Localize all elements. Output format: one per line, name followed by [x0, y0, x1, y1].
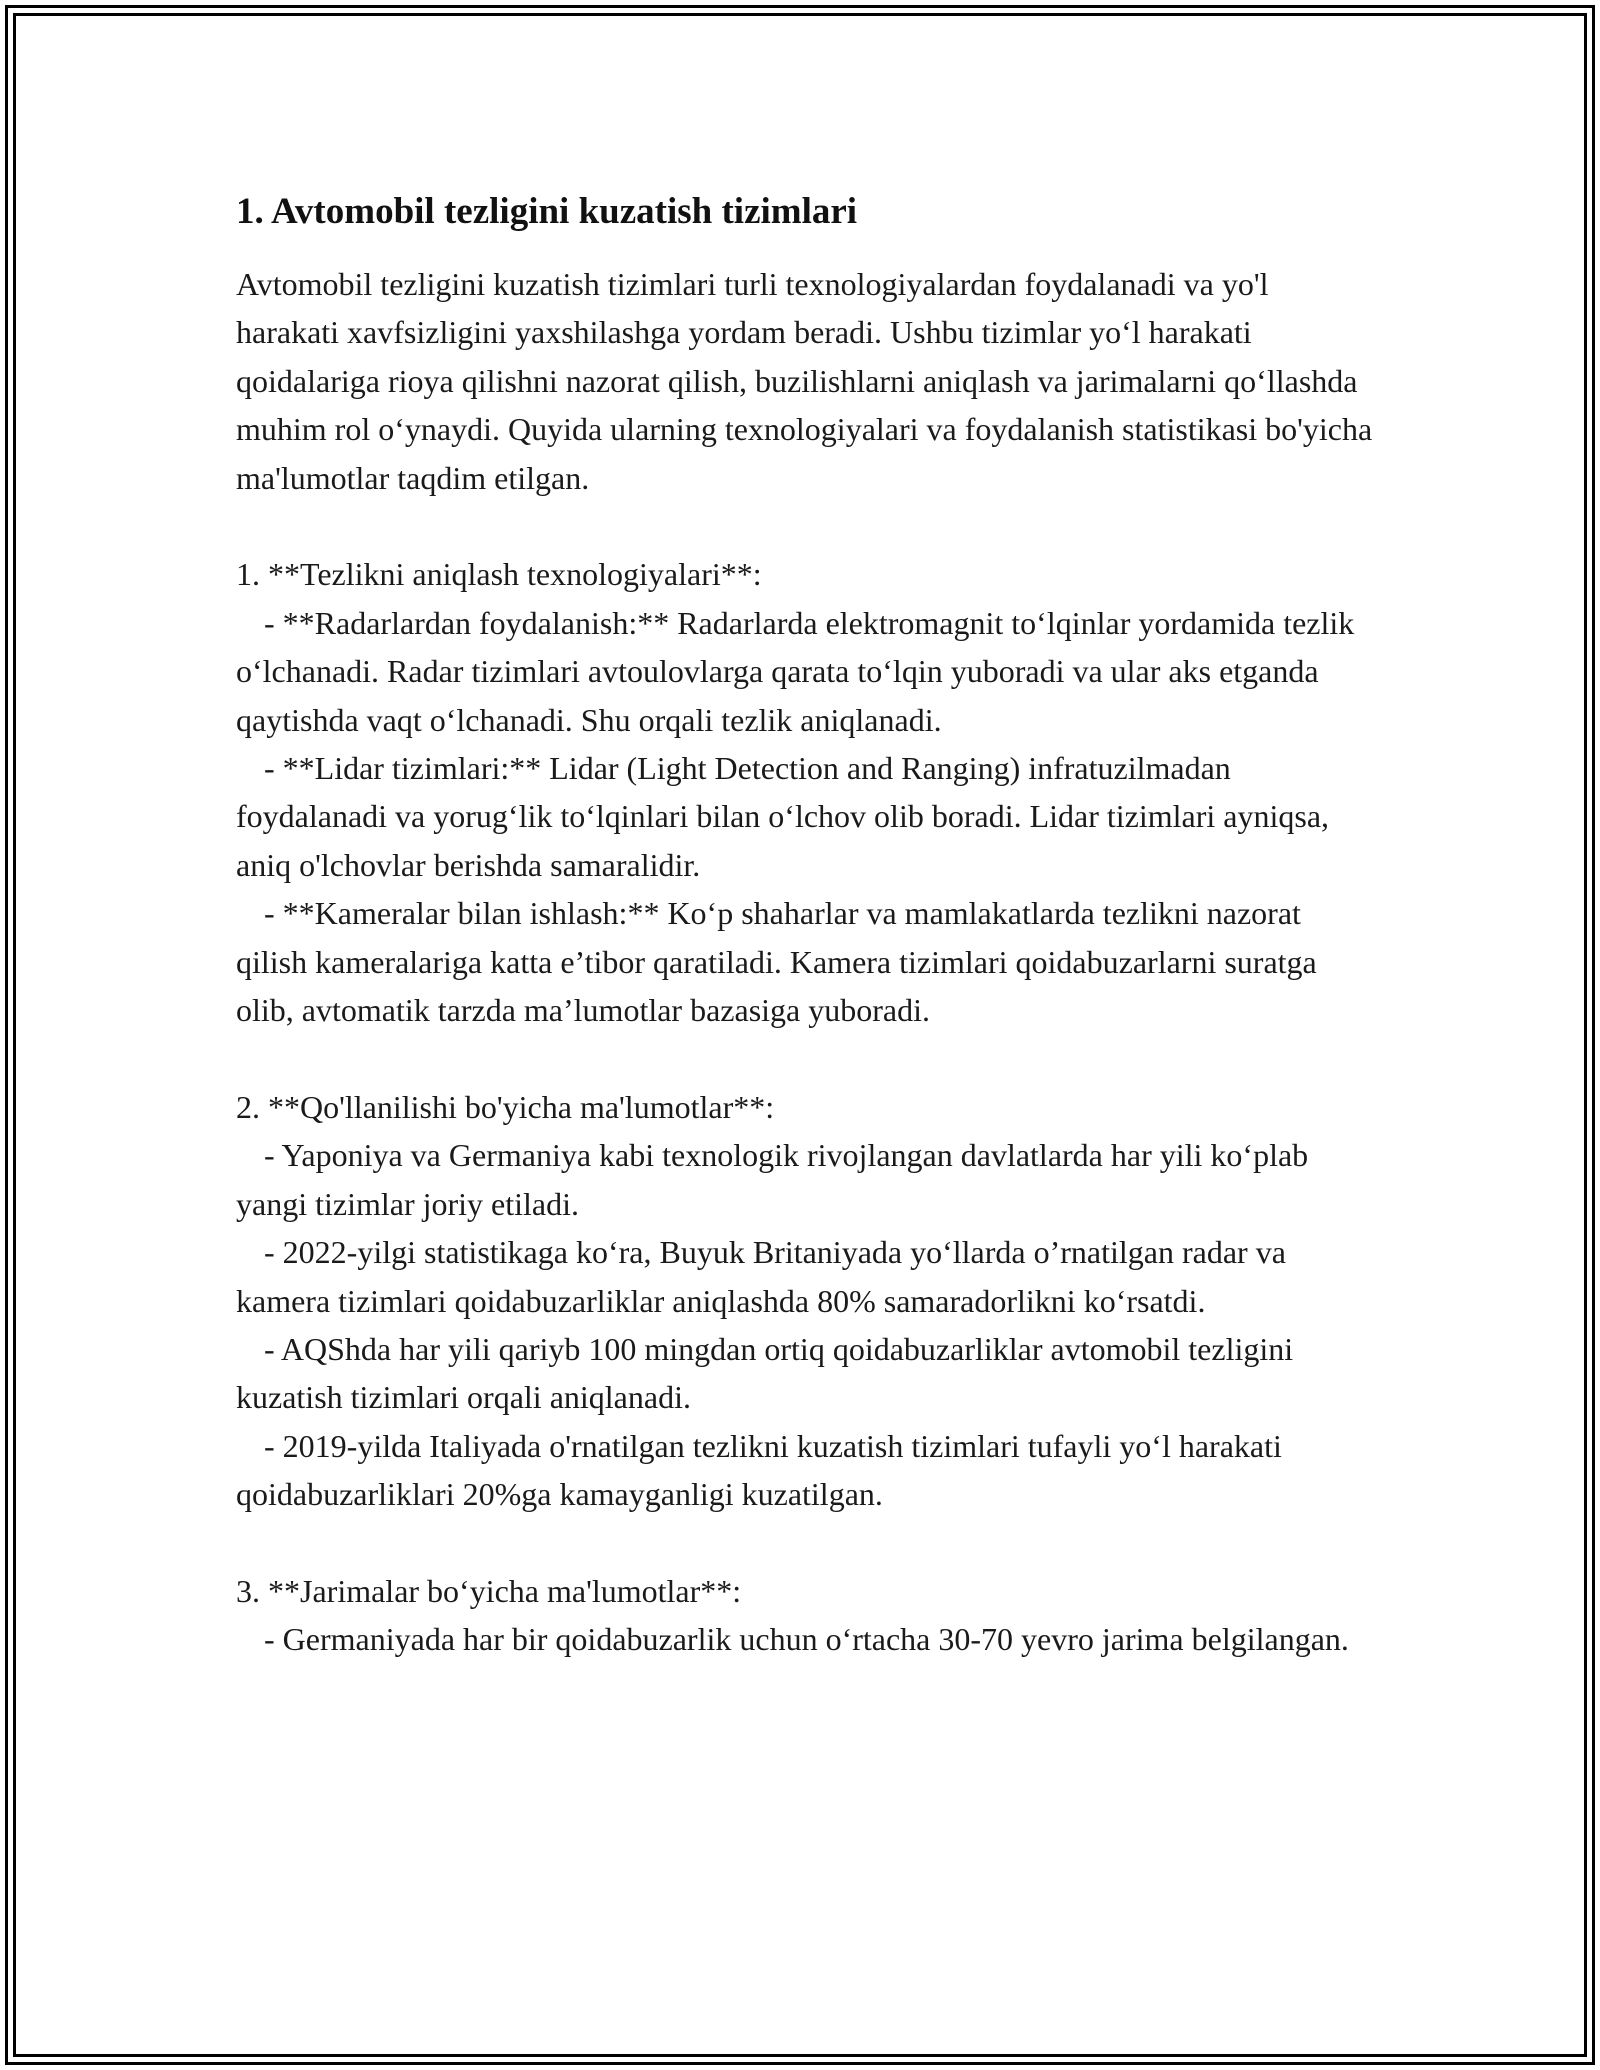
list-item: - Germaniyada har bir qoidabuzarlik uchun o‘rtacha 30-70 yevro jarima belgilangan. — [264, 1621, 1349, 1658]
document-body — [236, 188, 1376, 1664]
list-item: - Yaponiya va Germaniya kabi texnologik rivojlangan davlatlarda har yili ko‘plab yangi tizimlar joriy etiladi. — [236, 1137, 1309, 1222]
intro-paragraph: Avtomobil tezligini kuzatish tizimlari turli texnologiyalardan foydalanadi va yo'l harakati xavfsizligini yaxshilashga yordam beradi. Ushbu tizimlar yo‘l harakati qoidalariga rioya qilishni nazorat qilish, buzilishlarni aniqlash va jarimalarni qo‘llashda muhim rol o‘ynaydi. Quyida ularning texnologiyalari va foydalanish statistikasi bo'yicha ma'lumotlar taqdim etilgan. — [236, 266, 1373, 496]
section-heading: 3. **Jarimalar bo‘yicha ma'lumotlar**: — [236, 1572, 742, 1609]
list-item: - **Kameralar bilan ishlash:** Ko‘p shaharlar va mamlakatlarda tezlikni nazorat qilish kameralariga katta e’tibor qaratiladi. Kamera tizimlari qoidabuzarlarni suratga olib, avtomatik tarzda ma’lumotlar bazasiga yuboradi. — [236, 895, 1317, 1029]
spacer — [236, 502, 1376, 550]
spacer — [236, 1034, 1376, 1082]
section-heading: 1. **Tezlikni aniqlash texnologiyalari**: — [236, 556, 762, 593]
section-technologies — [236, 550, 1376, 1034]
list-item: - 2019-yilda Italiyada o'rnatilgan tezlikni kuzatish tizimlari tufayli yo‘l harakati qoidabuzarliklari 20%ga kamayganligi kuzatilgan. — [236, 1427, 1282, 1513]
section-fines — [236, 1567, 1376, 1664]
section-usage — [236, 1083, 1376, 1519]
document-title: 1. Avtomobil tezligini kuzatish tizimlari — [236, 191, 858, 232]
list-item: - AQShda har yili qariyb 100 mingdan ortiq qoidabuzarliklar avtomobil tezligini kuzatish tizimlari orqali aniqlanadi. — [236, 1330, 1294, 1416]
spacer — [236, 1519, 1376, 1567]
list-item: - **Radarlardan foydalanish:** Radarlarda elektromagnit to‘lqinlar yordamida tezlik o‘lchanadi. Radar tizimlari avtoulovlarga qarata to‘lqin yuboradi va ular aks etganda qaytishda vaqt o‘lchanadi. Shu orqali tezlik aniqlanadi. — [236, 604, 1355, 738]
section-heading: 2. **Qo'llanilishi bo'yicha ma'lumotlar**: — [236, 1088, 775, 1125]
list-item: - 2022-yilgi statistikaga ko‘ra, Buyuk Britaniyada yo‘llarda o’rnatilgan radar va kamera tizimlari qoidabuzarliklar aniqlashda 80% samaradorlikni ko‘rsatdi. — [236, 1234, 1286, 1319]
list-item: - **Lidar tizimlari:** Lidar (Light Detection and Ranging) infratuzilmadan foydalanadi va yorug‘lik to‘lqinlari bilan o‘lchov olib boradi. Lidar tizimlari ayniqsa, aniq o'lchovlar berishda samaralidir. — [236, 750, 1330, 883]
